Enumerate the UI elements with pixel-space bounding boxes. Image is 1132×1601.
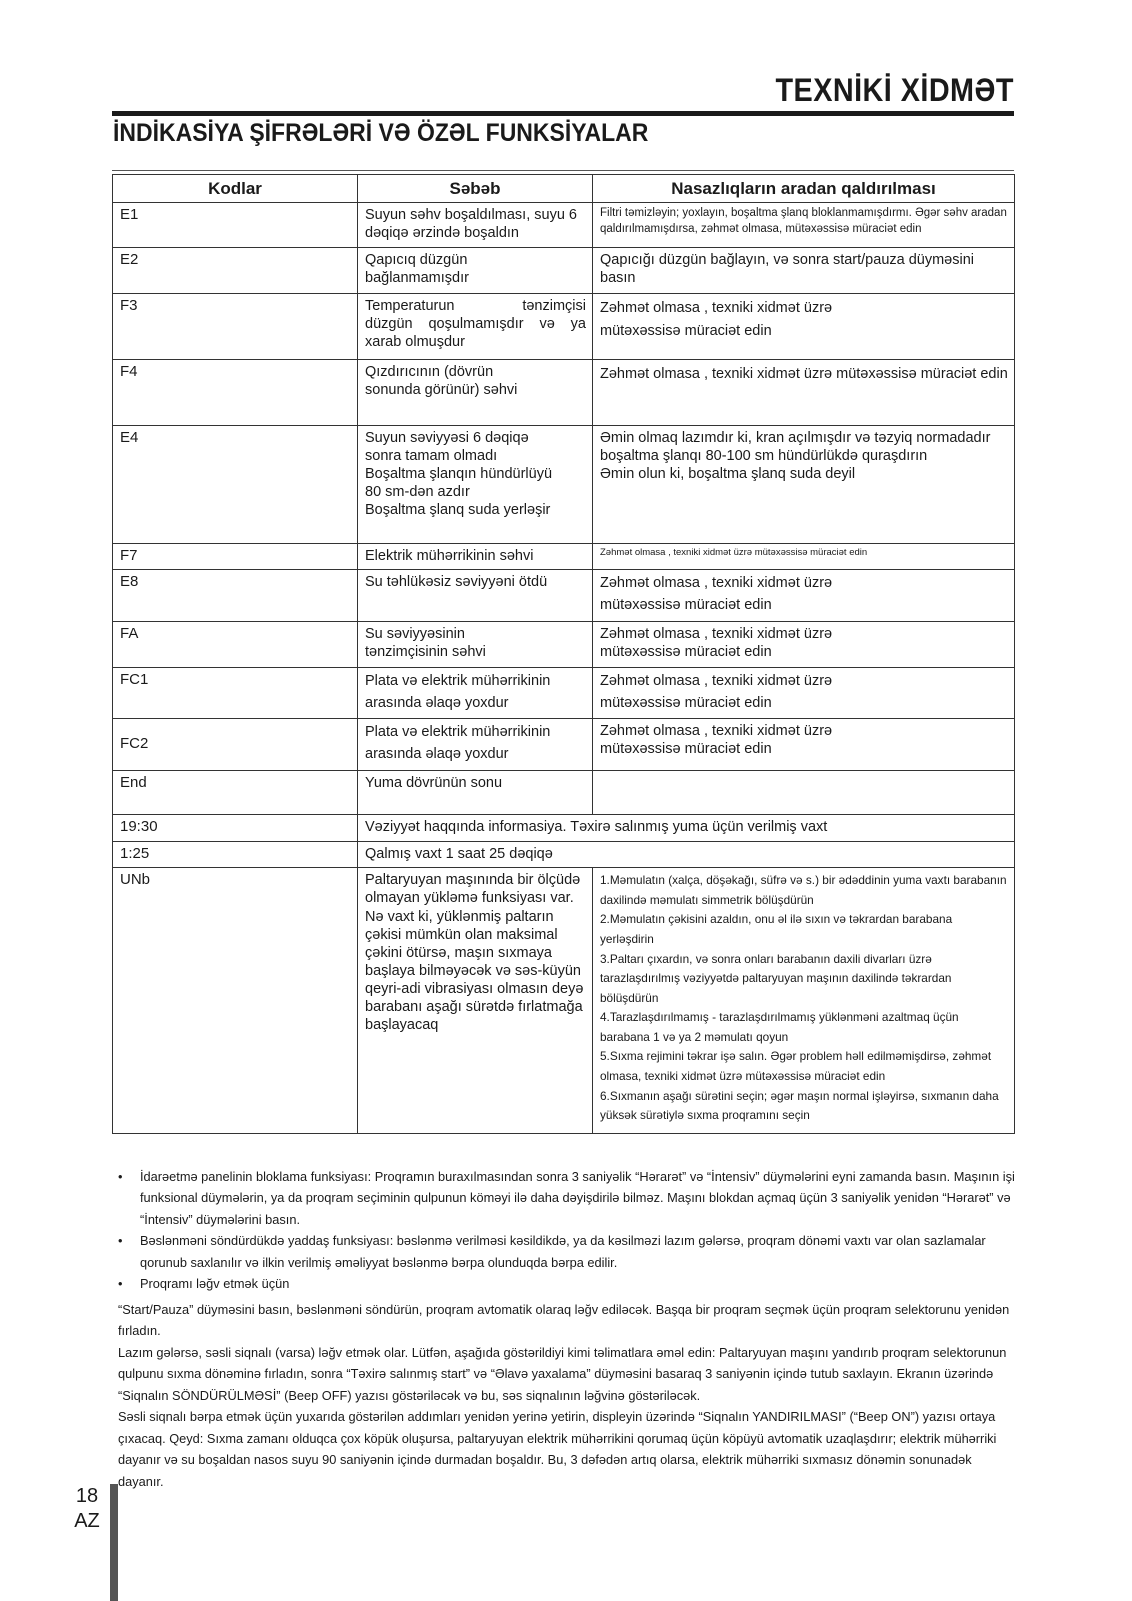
code-cell: E1 [113,203,358,247]
table-row [113,667,1015,719]
page-number-block [72,1484,102,1534]
column-header-remedy: Nasazlıqların aradan qaldırılması [593,175,1015,203]
remedy-cell [593,770,1015,814]
code-cell: F7 [113,543,358,570]
code-cell: UNb [113,868,358,1134]
note-bullet: • İdarəetmə panelinin bloklama funksiyası: Proqramın buraxılmasından sonra 3 saniyəlik “Hərarət” və “İntensiv” düymələrini eyni zamanda basın. Maşının işi funksional düymələrin, ya da proqram seçiminin qulpunun köməyi ilə daha dəyişdirilə bilməz. Maşını blokdan açmaq üçün 3 saniyəlik yenidən “Hərarət” və “İntensiv” düymələrini basın. [118,1166,1018,1230]
remedy-cell: Əmin olmaq lazımdır ki, kran açılmışdır və təzyiq normadadır boşaltma şlanqı 80-100 sm hündürlükdə quraşdırın Əmin olun ki, boşaltma şlanq suda deyil [593,425,1015,543]
remedy-cell: Zəhmət olmasa , texniki xidmət üzrə mütəxəssisə müraciət edin [593,570,1015,622]
table-row [113,868,1015,1134]
column-header-codes: Kodlar [113,175,358,203]
remedy-cell: Zəhmət olmasa , texniki xidmət üzrə mütəxəssisə müraciət edin [593,719,1015,771]
cause-cell: Qapıcıq düzgün bağlanmamışdır [358,247,593,293]
code-cell: End [113,770,358,814]
table-row [113,543,1015,570]
note-bullet: • Bəslənməni söndürdükdə yaddaş funksiyası: bəslənmə verilməsi kəsildikdə, ya da kəsilməzi lazım gələrsə, proqram dönəmi vaxtı var olan sazlamalar qorunub saxlanılır və ilkin verilmiş əməliyyat bəslənmə bərpa olunduqda bərpa edilir. [118,1230,1018,1273]
remedy-cell: Qapıcığı düzgün bağlayın, və sonra start/pauza düyməsini basın [593,247,1015,293]
cause-cell: Yuma dövrünün sonu [358,770,593,814]
note-paragraph: “Start/Pauza” düyməsini basın, bəslənməni söndürün, proqram avtomatik olaraq ləğv ediləcək. Başqa bir proqram seçmək üçün proqram selektorunu yenidən fırladın. [118,1301,1010,1339]
remedy-cell: Zəhmət olmasa , texniki xidmət üzrə mütəxəssisə müraciət edin [593,359,1015,425]
remedy-cell: Zəhmət olmasa , texniki xidmət üzrə mütəxəssisə müraciət edin [593,667,1015,719]
cause-cell: Elektrik mühərrikinin səhvi [358,543,593,570]
code-cell: 1:25 [113,841,358,868]
table-row [113,425,1015,543]
cause-cell: Suyun səhv boşaldılması, suyu 6 dəqiqə ərzində boşaldın [358,203,593,247]
table-row [113,841,1015,868]
cause-cell: Qızdırıcının (dövrün sonunda görünür) səhvi [358,359,593,425]
table-row [113,359,1015,425]
error-codes-table [112,174,1015,1134]
table-header-row [113,175,1015,203]
cause-cell: Su səviyyəsinin tənzimçisinin səhvi [358,621,593,667]
table-row [113,814,1015,841]
table-row [113,570,1015,622]
code-cell: E4 [113,425,358,543]
cause-cell: Su təhlükəsiz səviyyəni ötdü [358,570,593,622]
status-info-cell: Vəziyyət haqqında informasiya. Təxirə salınmış yuma üçün verilmiş vaxt [358,814,1015,841]
code-cell: 19:30 [113,814,358,841]
header-rule [112,111,1014,116]
remedy-cell: 1.Məmulatın (xalça, döşəkağı, süfrə və s.) bir ədəddinin yuma vaxtı barabanın daxilində məmulatı simmetrik bölüşdürün 2.Məmulatın çəkisini azaldın, onu əl ilə sıxın və təkrardan barabana yerləşdirin 3.Paltarı çıxardın, və sonra onları barabanın daxili divarları üzrə tarazlaşdırılmış vəziyyətdə paltaryuyan maşının daxilində təkrardan bölüşdürün 4.Tarazlaşdırılmamış - tarazlaşdırılmamış yüklənməni azaltmaq üçün barabana 1 və ya 2 məmulatı qoyun 5.Sıxma rejimini təkrar işə salın. Əgər problem həll edilməmişdirsə, zəhmət olmasa, texniki xidmət üzrə mütəxəssisə müraciət edin 6.Sıxmanın aşağı sürətini seçin; əgər maşın normal işləyirsə, sıxmanın daha yüksək sürətiylə sıxma proqramını seçin [593,868,1015,1134]
table-row [113,293,1015,359]
code-cell: FC1 [113,667,358,719]
table-top-rule [112,170,1014,171]
code-cell: F4 [113,359,358,425]
code-cell: FA [113,621,358,667]
notes-section [118,1166,1018,1492]
remedy-cell: Filtri təmizləyin; yoxlayın, boşaltma şlanq bloklanmamışdırmı. Əgər səhv aradan qaldırılmamışdırsa, zəhmət olmasa, mütəxəssisə müraciət edin [593,203,1015,247]
remedy-cell: Zəhmət olmasa , texniki xidmət üzrə mütəxəssisə müraciət edin [593,621,1015,667]
remedy-cell: Zəhmət olmasa , texniki xidmət üzrə mütəxəssisə müraciət edin [593,293,1015,359]
code-cell: E2 [113,247,358,293]
remaining-time-cell: Qalmış vaxt 1 saat 25 dəqiqə [358,841,1015,868]
cause-cell: Paltaryuyan maşınında bir ölçüdə olmayan yükləmə funksiyası var. Nə vaxt ki, yüklənmiş paltarın çəkisi mümkün olan maksimal çəkini ötürsə, maşın sıxmaya başlaya bilməyəcək və səs-küyün qeyri-adi vibrasiyası olmasın deyə barabanı aşağı sürətdə fırlatmağa başlayacaq [358,868,593,1134]
cause-cell: Plata və elektrik mühərrikinin arasında əlaqə yoxdur [358,719,593,771]
column-header-cause: Səbəb [358,175,593,203]
table-row [113,247,1015,293]
section-title: İNDİKASİYA ŞİFRƏLƏRİ VƏ ÖZƏL FUNKSİYALAR [113,119,649,147]
table-row [113,203,1015,247]
code-cell: FC2 [113,719,358,771]
note-paragraph: Lazım gələrsə, səsli siqnalı (varsa) ləğv etmək olar. Lütfən, aşağıda göstərildiyi kimi təlimatlara əməl edin: Paltaryuyan maşını yandırıb proqram selektorunun qulpunu sıxma dönəminə fırladın, sonra “Təxirə salınmış start” və “Əlavə yaxalama” düyməsini basaraq 3 saniyənin içində tutub saxlayın. Ekranın üzərində “Siqnalın SÖNDÜRÜLMƏSİ” (Beep OFF) yazısı göstəriləcək və bu, səs siqnalının ləğvinə göstəriləcək. [118,1344,1007,1403]
page-side-bar [110,1484,118,1601]
language-code: AZ [74,1510,100,1532]
note-bullet: • Proqramı ləğv etmək üçün [118,1273,1018,1294]
note-paragraph: Səsli siqnalı bərpa etmək üçün yuxarıda göstərilən addımları yenidən yerinə yetirin, displeyin üzərində “Siqnalın YANDIRILMASI” (“Beep ON”) yazısı ortaya çıxacaq. Qeyd: Sıxma zamanı olduqca çox köpük oluşursa, paltaryuyan elektrik mühərrikini qorumaq üçün köpüyü avtomatik uzaqlaşdırır; elektrik mühərriki dayanır və su boşaldan nasos suyu 90 saniyənin içində durmadan boşaldır. Bu, 3 dəfədən artıq olarsa, elektrik mühərriki sıxmasız dönəmin sonunadək dayanır. [118,1409,997,1489]
code-cell: F3 [113,293,358,359]
cause-cell: Temperaturun tənzimçisi düzgün qoşulmamışdır və ya xarab olmuşdur [358,293,593,359]
remedy-cell: Zəhmət olmasa , texniki xidmət üzrə mütəxəssisə müraciət edin [593,543,1015,570]
code-cell: E8 [113,570,358,622]
cause-cell: Plata və elektrik mühərrikinin arasında əlaqə yoxdur [358,667,593,719]
page-number: 18 [75,1485,99,1507]
cause-cell: Suyun səviyyəsi 6 dəqiqə sonra tamam olmadı Boşaltma şlanqın hündürlüyü 80 sm-dən azdır Boşaltma şlanq suda yerləşir [358,425,593,543]
table-row [113,770,1015,814]
table-row [113,621,1015,667]
chapter-title: TEXNİKİ XİDMƏT [775,72,1014,108]
table-row [113,719,1015,771]
